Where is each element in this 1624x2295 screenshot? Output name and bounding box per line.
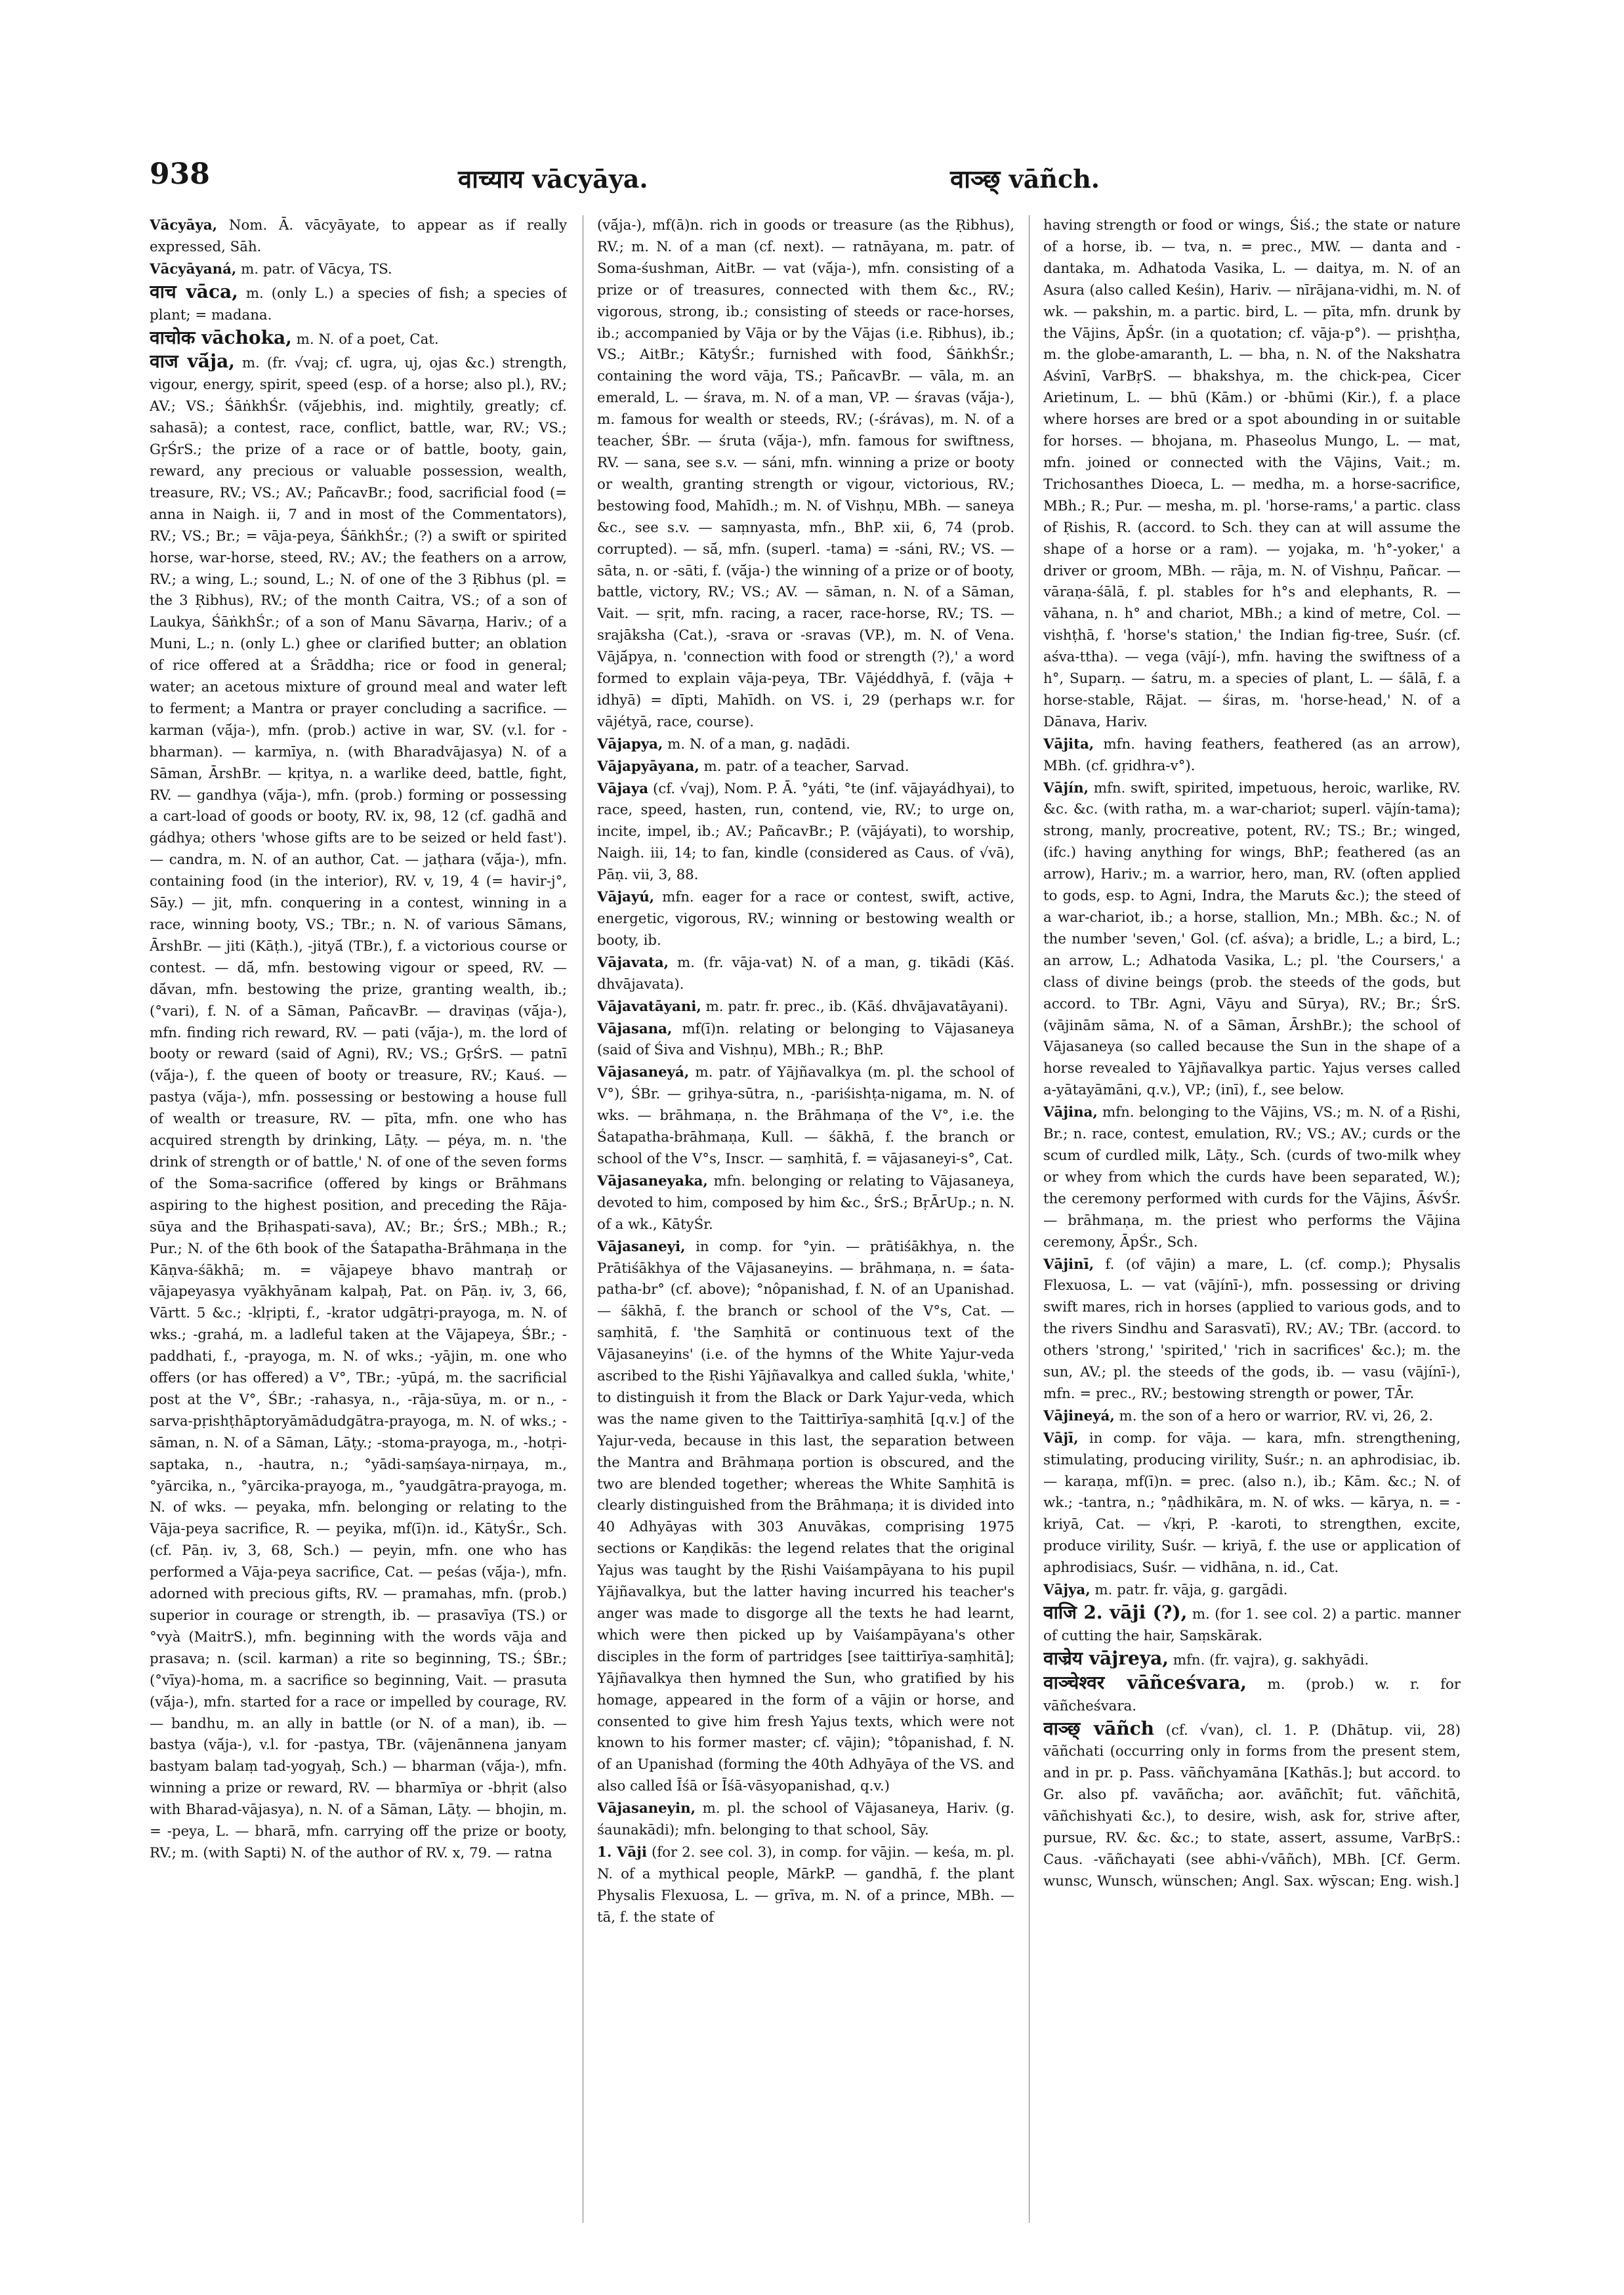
entry-definition: mfn. having feathers, feathered (as an arrow), MBh. (cf. gṛidhra-v°).: [1043, 735, 1461, 774]
running-header: [150, 157, 1475, 203]
dictionary-entry: [1043, 1672, 1461, 1718]
dictionary-entry: [597, 997, 1014, 1018]
entry-headword: Vājapyāyana,: [597, 758, 699, 775]
entry-definition: m. (only L.) a species of fish; a species of plant; = madana.: [150, 285, 567, 323]
dictionary-entry: [150, 259, 567, 281]
entry-headword: वाञ्छ् vāñch: [1043, 1717, 1155, 1739]
dictionary-entry: [1043, 1254, 1461, 1405]
dictionary-entry: [597, 1019, 1014, 1062]
dictionary-entry: [150, 327, 567, 351]
entry-headword: Vājasana,: [597, 1020, 673, 1037]
entry-headword: वाञ्चेश्वर vāñceśvara,: [1043, 1671, 1247, 1693]
entry-headword: Vājavata,: [597, 954, 669, 971]
entry-definition: Nom. Ā. vācyāyate, to appear as if really expressed, Sāh.: [150, 217, 567, 255]
entry-definition: m. (prob.) w. r. for vāñcheśvara.: [1043, 1676, 1461, 1714]
entry-headword: Vājasaneyá,: [597, 1064, 690, 1081]
entry-definition: m. patr. of a teacher, Sarvad.: [699, 758, 909, 775]
entry-definition: mfn. eager for a race or contest, swift, active, energetic, vigorous, RV.; winning or bestowing wealth or booty, ib.: [597, 889, 1014, 949]
entry-headword: Vājinī,: [1043, 1256, 1094, 1273]
dictionary-entry: [1043, 1602, 1461, 1647]
dictionary-entry: [150, 215, 567, 258]
dictionary-entry: [1043, 1428, 1461, 1579]
entry-headword: Vājina,: [1043, 1104, 1098, 1121]
entry-headword: वाज vā́ja,: [150, 350, 235, 373]
right-headword: वाञ्छ् vāñch.: [950, 164, 1100, 194]
entry-headword: वाचोक vāchoka,: [150, 326, 292, 348]
entry-definition: m. N. of a man, g. naḍādi.: [663, 735, 850, 753]
entry-definition: (cf. √van), cl. 1. P. (Dhātup. vii, 28) vāñchati (occurring only in forms from the present stem, and in pr. p. Pass. vāñchyamāna [Kathās.]; but accord. to Gr. also pf. vavāñcha; aor. avāñchīt; fut. vāñchitā, vāñchishyati &c.), to desire, wish, ask for, strive after, pursue, RV. &c. &c.; to state, assert, assume, VarBṛS.: Caus. -vāñchayati (see abhi-√vāñch), MBh. [Cf. Germ. wunsc, Wunsch, wünschen; Angl. Sax. wȳscan; Eng. wish.]: [1043, 1722, 1461, 1890]
dictionary-column-3: [1043, 215, 1461, 2236]
entry-definition: (vā́ja-), mf(ā)n. rich in goods or treasure (as the Ṛibhus), RV.; m. N. of a man (cf. next). — ratnāyana, m. patr. of Soma-śushman, AitBr. — vat (vā́ja-), mfn. consisting of a prize or of treasures, connected with them &c., RV.; vigorous, strong, ib.; consisting of steeds or race-horses, ib.; accompanied by Vāja or by the Vājas (i.e. Ṛibhus), ib.; VS.; AitBr.; KātyŚr.; furnished with food, ŚāṅkhŚr.; containing the word vāja, TS.; PañcavBr. — vāla, m. an emerald, L. — śrava, m. N. of a man, VP. — śravas (vā́ja-), m. famous for wealth or steeds, RV.; (-śrávas), m. N. of a teacher, ŚBr. — śruta (vā́ja-), mfn. famous for swiftness, RV. — sana, see s.v. — sáni, mfn. winning a prize or booty or wealth, granting strength or vigour, victorious, RV.; bestowing food, Mahīdh.; m. N. of Vishṇu, MBh. — saneya &c., see s.v. — saṃnyasta, mfn., BhP. xii, 6, 74 (prob. corrupted). — sā́, mfn. (superl. -tama) = -sáni, RV.; VS. — sāta, n. or -sāti, f. (vā́ja-) the winning of a prize or of booty, battle, victory, RV.; VS.; AV. — sāman, n. N. of a Sāman, Vait. — sṛit, mfn. racing, a racer, race-horse, RV.; TS. — srajāksha (Cat.), -srava or -sravas (VP.), m. N. of Vena. Vājā́pya, n. 'connection with food or strength (?),' a word formed to explain vāja-peya, TBr. Vājéddhyā, f. (vāja + idhyā) = dīpti, Mahīdh. on VS. i, 29 (perhaps w.r. for vājétyā, race, course).: [597, 217, 1014, 730]
entry-definition: m. (fr. √vaj; cf. ugra, uj, ojas &c.) strength, vigour, energy, spirit, speed (esp. of a horse; also pl.), RV.; AV.; VS.; ŚāṅkhŚr. (vā́jebhis, ind. mightily, greatly; cf. sahasā); a contest, race, conflict, battle, war, RV.; VS.; GṛŚrS.; the prize of a race or of battle, booty, gain, reward, any precious or valuable possession, wealth, treasure, RV.; VS.; AV.; PañcavBr.; food, sacrificial food (= anna in Naigh. ii, 7 and in most of the Commentators), RV.; VS.; Br.; = vāja-peya, ŚāṅkhŚr.; (?) a swift or spirited horse, war-horse, steed, RV.; AV.; the feathers on a arrow, RV.; a wing, L.; sound, L.; N. of one of the 3 Ṛibhus (pl. = the 3 Ṛibhus), RV.; of the month Caitra, VS.; of a son of Laukya, ŚāṅkhŚr.; of a son of Manu Sāvarṇa, Hariv.; of a Muni, L.; n. (only L.) ghee or clarified butter; an oblation of rice offered at a Śrāddha; rice or food in general; water; an acetous mixture of ground meal and water left to ferment; a Mantra or prayer concluding a sacrifice. — karman (vā́ja-), mfn. (prob.) active in war, SV. (v.l. for -bharman). — karmīya, n. (with Bharadvājasya) N. of a Sāman, ĀrshBr. — kṛitya, n. a warlike deed, battle, fight, RV. — gandhya (vā́ja-), mfn. (prob.) forming or possessing a cart-load of goods or booty, RV. ix, 98, 12 (cf. gadhā and gádhya; others 'whose gifts are to be seized or held fast'). — candra, m. N. of an author, Cat. — jaṭhara (vā́ja-), mfn. containing food (in the interior), RV. v, 19, 4 (= havir-j°, Sāy.) — jit, mfn. conquering in a contest, winning in a race, winning booty, VS.; TBr.; n. N. of various Sāmans, ĀrshBr. — jiti (Kāṭh.), -jityā́ (TBr.), f. a victorious course or contest. — dā́, mfn. bestowing vigour or speed, RV. — dā́van, mfn. bestowing the prize, granting wealth, ib.; (°vari), f. N. of a Sāman, PañcavBr. — draviṇas (vā́ja-), mfn. finding rich reward, RV. — pati (vā́ja-), m. the lord of booty or reward (said of Agni), RV.; VS.; GṛŚrS. — patnī (vā́ja-), f. the queen of booty or treasure, RV.; Kauś. — pastya (vā́ja-), mfn. possessing or bestowing a house full of wealth or treasure, RV. — pīta, mfn. one who has acquired strength by drinking, Lāṭy. — péya, m. n. 'the drink of strength or of battle,' N. of one of the seven forms of the Soma-sacrifice (offered by kings or Brāhmans aspiring to the highest position, and preceding the Rāja-sūya and the Bṛihaspati-sava), AV.; Br.; ŚrS.; MBh.; R.; Pur.; N. of the 6th book of the Śatapatha-Brāhmaṇa in the Kāṇva-śākhā; m. = vājapeye bhavo mantraḥ or vājapeyasya vyākhyānam kalpaḥ, Pat. on Pāṇ. iv, 3, 66, Vārtt. 5 &c.; -klṛipti, f., -krator udgātṛi-prayoga, m. N. of wks.; -grahá, m. a ladleful taken at the Vājapeya, ŚBr.; -paddhati, f., -prayoga, m. N. of wks.; -yājin, m. one who offers (or has offered) a V°, TBr.; -yūpá, m. the sacrificial post at the V°, ŚBr.; -rahasya, n., -rāja-sūya, m. or n., -sarva-pṛishṭhāptoryāmādudgātra-prayoga, m. N. of wks.; -sāman, n. N. of a Sāman, Lāṭy.; -stoma-prayoga, m., -hotṛi-saptaka, n., -hautra, n.; °yādi-saṃśaya-nirṇaya, m., °yārcika, n., °yārcika-prayoga, m., °yaudgātra-prayoga, m. N. of wks. — peyaka, mfn. belonging or relating to the Vāja-peya sacrifice, R. — peyika, mf(ī)n. id., KātyŚr., Sch. (cf. Pāṇ. iv, 3, 68, Sch.) — peyin, mfn. one who has performed a Vāja-peya sacrifice, Cat. — peśas (vā́ja-), mfn. adorned with precious gifts, RV. — pramahas, mfn. (prob.) superior in courage or strength, ib. — prasavīya (TS.) or °vyà (MaitrS.), mfn. beginning with the words vāja and prasava; n. (scil. karman) a rite so beginning, TS.; ŚBr.; (°vīya)-homa, m. a sacrifice so beginning, Vait. — prasuta (vā́ja-), mfn. started for a race or impelled by courage, RV. — bandhu, m. an ally in battle (or N. of a man), ib. — bastya (vā́ja-), v.l. for -pastya, TBr. (vājenānnena janyam bastyam balaṃ tad-yogyaḥ, Sch.) — bharman (vā́ja-), mfn. winning a prize or reward, RV. — bharmīya or -bhṛit (also with Bharad-vājasya), n. N. of a Sāman, Lāṭy. — bhojin, m. = -peya, L. — bharā, mfn. carrying off the prize or booty, RV.; m. (with Sapti) N. of the author of RV. x, 79. — ratna: [150, 355, 567, 1861]
entry-headword: Vājasaneyi,: [597, 1238, 686, 1255]
entry-definition: f. (of vājin) a mare, L. (cf. comp.); Physalis Flexuosa, L. — vat (vājínī-), mfn. possessing or driving swift mares, rich in horses (applied to various gods, and to the rivers Sindhu and Sarasvatī), RV.; AV.; TBr. (accord. to others 'strong,' 'spirited,' 'rich in sacrifices' &c.); m. the sun, AV.; pl. the steeds of the gods, ib. — vasu (vājínī-), mfn. = prec., RV.; bestowing strength or power, TĀr.: [1043, 1256, 1461, 1402]
dictionary-entry: [597, 1842, 1014, 1929]
entry-headword: Vājī,: [1043, 1430, 1079, 1447]
dictionary-entry: [597, 953, 1014, 996]
column-divider: [1029, 215, 1030, 2223]
entry-definition: mfn. swift, spirited, impetuous, heroic, warlike, RV. &c. &c. (with ratha, m. a war-chariot; superl. vājín-tama); strong, manly, procreative, potent, RV.; TS.; Br.; winged, (ifc.) having anything for wings, BhP.; feathered (as an arrow), Hariv.; m. a warrior, hero, man, RV. (often applied to gods, esp. to Agni, Indra, the Maruts &c.); the steed of a war-chariot, ib.; a horse, stallion, Mn.; MBh. &c.; N. of the number 'seven,' Gol. (cf. aśva); a bridle, L.; a bird, L.; an arrow, L.; Adhatoda Vasika, L.; pl. 'the Coursers,' a class of divine beings (prob. the steeds of the gods, but accord. to TBr. Agni, Vāyu and Sūrya), RV.; Br.; ŚrS. (vājinām sāma, N. of a Sāman, ĀrshBr.); the school of Vājasaneya (so called because the Sun in the shape of a horse revealed to Yājñavalkya partic. Yajus verses called a-yātayāmāni, q.v.), VP.; (inī), f., see below.: [1043, 779, 1461, 1099]
dictionary-entry: [1043, 778, 1461, 1102]
dictionary-column-2: [597, 215, 1014, 2236]
entry-headword: 1. Vāji: [597, 1844, 647, 1861]
entry-definition: mfn. (fr. vajra), g. sakhyādi.: [1169, 1651, 1369, 1668]
entry-definition: having strength or food or wings, Śiś.; the state or nature of a horse, ib. — tva, n. = prec., MW. — danta and -dantaka, m. Adhatoda Vasika, L. — daitya, m. N. of an Asura (also called Keśin), Hariv. — nīrājana-vidhi, m. N. of wk. — pakshin, m. a partic. bird, L. — pīta, mfn. drunk by the Vājins, ĀpŚr. (in a quotation; cf. vāja-p°). — pṛishṭha, m. the globe-amaranth, L. — bha, n. N. of the Nakshatra Aśvinī, VarBṛS. — bhakshya, m. the chick-pea, Cicer Arietinum, L. — bhū (Kām.) or -bhūmi (Kir.), f. a place where horses are bred or a spot abounding in or suitable for horses. — bhojana, m. Phaseolus Mungo, L. — mat, mfn. joined or connected with the Vājins, Vait.; m. Trichosanthes Dioeca, L. — medha, m. a horse-sacrifice, MBh.; R.; Pur. — mesha, m. pl. 'horse-rams,' a partic. class of Ṛishis, R. (accord. to Sch. they can at will assume the shape of a horse or a ram). — yojaka, m. 'h°-yoker,' a driver or groom, MBh. — rāja, m. N. of Vishṇu, Pañcar. — vāraṇa-śālā, f. pl. stables for h°s and elephants, R. — vāhana, n. h° and chariot, MBh.; a kind of metre, Col. — vishṭhā, f. 'horse's station,' the Indian fig-tree, Suśr. (cf. aśva-ttha). — vega (vājí-), mfn. having the swiftness of a h°, Suparṇ. — śatru, m. a species of plant, L. — śālā, f. a horse-stable, Rājat. — śiras, m. 'horse-head,' N. of a Dānava, Hariv.: [1043, 217, 1461, 730]
dictionary-entry: [150, 281, 567, 327]
dictionary-entry: [597, 215, 1014, 734]
entry-definition: m. the son of a hero or warrior, RV. vi, 26, 2.: [1114, 1407, 1434, 1424]
entry-definition: m. pl. the school of Vājasaneya, Hariv. (g. śaunakādi); mfn. belonging to that school, Sāy.: [597, 1800, 1014, 1839]
entry-headword: Vācyāyaná,: [150, 260, 237, 278]
dictionary-entry: [597, 779, 1014, 887]
entry-definition: mf(ī)n. relating or belonging to Vājasaneya (said of Śiva and Vishṇu), MBh.; R.; BhP.: [597, 1020, 1014, 1059]
entry-headword: Vājasaneyaka,: [597, 1172, 708, 1189]
dictionary-entry: [1043, 1580, 1461, 1602]
dictionary-entry: [1043, 1406, 1461, 1428]
dictionary-entry: [597, 1062, 1014, 1170]
left-headword: वाच्याय vācyāya.: [458, 164, 648, 194]
entry-definition: in comp. for vāja. — kara, mfn. strengthening, stimulating, producing virility, Suśr.; n. an aphrodisiac, ib. — karaṇa, mf(ī)n. = prec. (also n.), ib.; Kām. &c.; N. of wk.; -tantra, n.; °ṇâdhikāra, m. N. of wks. — kārya, n. = -kriyā, Cat. — √kṛi, P. -karoti, to strengthen, excite, produce virility, Suśr. — kriyā, f. the use or application of aphrodisiacs, Suśr. — vidhāna, n. id., Cat.: [1043, 1430, 1461, 1577]
dictionary-entry: [1043, 215, 1461, 734]
entry-definition: m. patr. of Yājñavalkya (m. pl. the school of V°), ŚBr. — gṛihya-sūtra, n., -pariśishṭa-nigama, m. N. of wks. — brāhmaṇa, n. the Brāhmaṇa of the V°, i.e. the Śatapatha-brāhmaṇa, Kull. — śākhā, f. the branch or school of the V°s, Inscr. — saṃhitā, f. = vājasaneyi-s°, Cat.: [597, 1064, 1014, 1167]
entry-definition: m. (for 1. see col. 2) a partic. manner of cutting the hair, Saṃskārak.: [1043, 1606, 1461, 1644]
entry-definition: m. patr. fr. vāja, g. gargādi.: [1090, 1582, 1288, 1599]
entry-definition: m. N. of a poet, Cat.: [291, 331, 439, 348]
entry-headword: Vājín,: [1043, 779, 1089, 796]
entry-headword: Vājapya,: [597, 735, 663, 753]
entry-definition: in comp. for °yin. — prātiśākhya, n. the Prātiśākhya of the Vājasaneyins. — brāhmaṇa, n. = śata-patha-br° (cf. above); °nôpanishad, f. N. of an Upanishad. — śākhā, f. the branch or school of the V°s, Cat. — saṃhitā, f. 'the Saṃhitā or continuous text of the Vājasaneyins' (i.e. of the hymns of the White Yajur-veda ascribed to the Ṛishi Yājñavalkya and called śukla, 'white,' to distinguish it from the Black or Dark Yajur-veda, which was the name given to the Taittirīya-saṃhitā [q.v.] of the Yajur-veda, because in this last, the separation between the Mantra and Brāhmaṇa portion is obscured, and the two are blended together; whereas the White Saṃhitā is clearly distinguished from the Brāhmaṇa; it is divided into 40 Adhyāyas with 303 Anuvākas, comprising 1975 sections or Kaṇḍikās: the legend relates that the original Yajus was taught by the Ṛishi Vaiśampāyana to his pupil Yājñavalkya, but the latter having incurred his teacher's anger was made to disgorge all the texts he had learnt, which were then picked up by Vaiśampāyana's other disciples in the form of partridges [see taittirīya-saṃhitā]; Yājñavalkya then hymned the Sun, who gratified by his homage, appeared in the form of a vājin or horse, and consented to give him fresh Yajus texts, which were not known to his former master; cf. vājin); °tôpanishad, f. N. of an Upanishad (forming the 40th Adhyāya of the VS. and also called Īśā or Īśā-vāsyopanishad, q.v.): [597, 1238, 1014, 1795]
dictionary-entry: [1043, 1648, 1461, 1672]
entry-headword: Vājineyá,: [1043, 1407, 1115, 1424]
entry-definition: mfn. belonging or relating to Vājasaneya, devoted to him, composed by him &c., ŚrS.; BṛĀrUp.; n. N. of a wk., KātyŚr.: [597, 1172, 1014, 1233]
dictionary-entry: [1043, 1102, 1461, 1253]
entry-definition: m. patr. of Vācya, TS.: [236, 260, 392, 278]
entry-definition: m. patr. fr. prec., ib. (Kāś. dhvājavatāyani).: [701, 998, 1009, 1015]
page-number: 938: [150, 157, 210, 191]
entry-headword: वाज्रेय vājreya,: [1043, 1647, 1169, 1669]
entry-headword: Vājita,: [1043, 735, 1094, 753]
dictionary-entry: [597, 1171, 1014, 1236]
dictionary-entry: [597, 756, 1014, 778]
entry-definition: m. (fr. vāja-vat) N. of a man, g. tikādi (Kāś. dhvājavata).: [597, 954, 1014, 993]
entry-headword: Vājya,: [1043, 1582, 1091, 1599]
dictionary-entry: [150, 351, 567, 1864]
entry-definition: (for 2. see col. 3), in comp. for vājin. — keśa, m. pl. N. of a mythical people, MārkP. — gandhā, f. the plant Physalis Flexuosa, L. — grīva, m. N. of a prince, MBh. — tā, f. the state of: [597, 1844, 1014, 1926]
entry-headword: वाच vāca,: [150, 280, 238, 302]
dictionary-entry: [1043, 734, 1461, 777]
entry-headword: Vājayú,: [597, 889, 655, 906]
entry-headword: Vājavatāyani,: [597, 998, 701, 1015]
entry-headword: Vājaya: [597, 780, 649, 797]
dictionary-entry: [597, 734, 1014, 756]
entry-definition: (cf. √vaj), Nom. P. Ā. °yáti, °te (inf. vājayádhyai), to race, speed, hasten, run, contend, vie, RV.; to urge on, incite, impel, ib.; AV.; PañcavBr.; P. (vājáyati), to worship, Naigh. iii, 14; to fan, kindle (considered as Caus. of √vā), Pāṇ. vii, 3, 88.: [597, 780, 1014, 884]
dictionary-entry: [1043, 1718, 1461, 1893]
dictionary-entry: [597, 1798, 1014, 1842]
entry-headword: Vājasaneyin,: [597, 1800, 696, 1817]
entry-headword: वाजि 2. vāji (?),: [1043, 1602, 1188, 1623]
dictionary-entry: [597, 887, 1014, 952]
entry-headword: Vācyāya,: [150, 217, 218, 234]
dictionary-column-1: [150, 215, 567, 2236]
entry-definition: mfn. belonging to the Vājins, VS.; m. N. of a Ṛishi, Br.; n. race, contest, emulation, RV.; VS.; AV.; curds or the scum of curdled milk, Lāṭy., Sch. (curds of two-milk whey or whey from which the curds have been separated, W.); the ceremony performed with curds for the Vājins, ĀśvŚr. — brāhmaṇa, m. the priest who performs the Vājina ceremony, ĀpŚr., Sch.: [1043, 1104, 1461, 1251]
dictionary-entry: [597, 1237, 1014, 1798]
